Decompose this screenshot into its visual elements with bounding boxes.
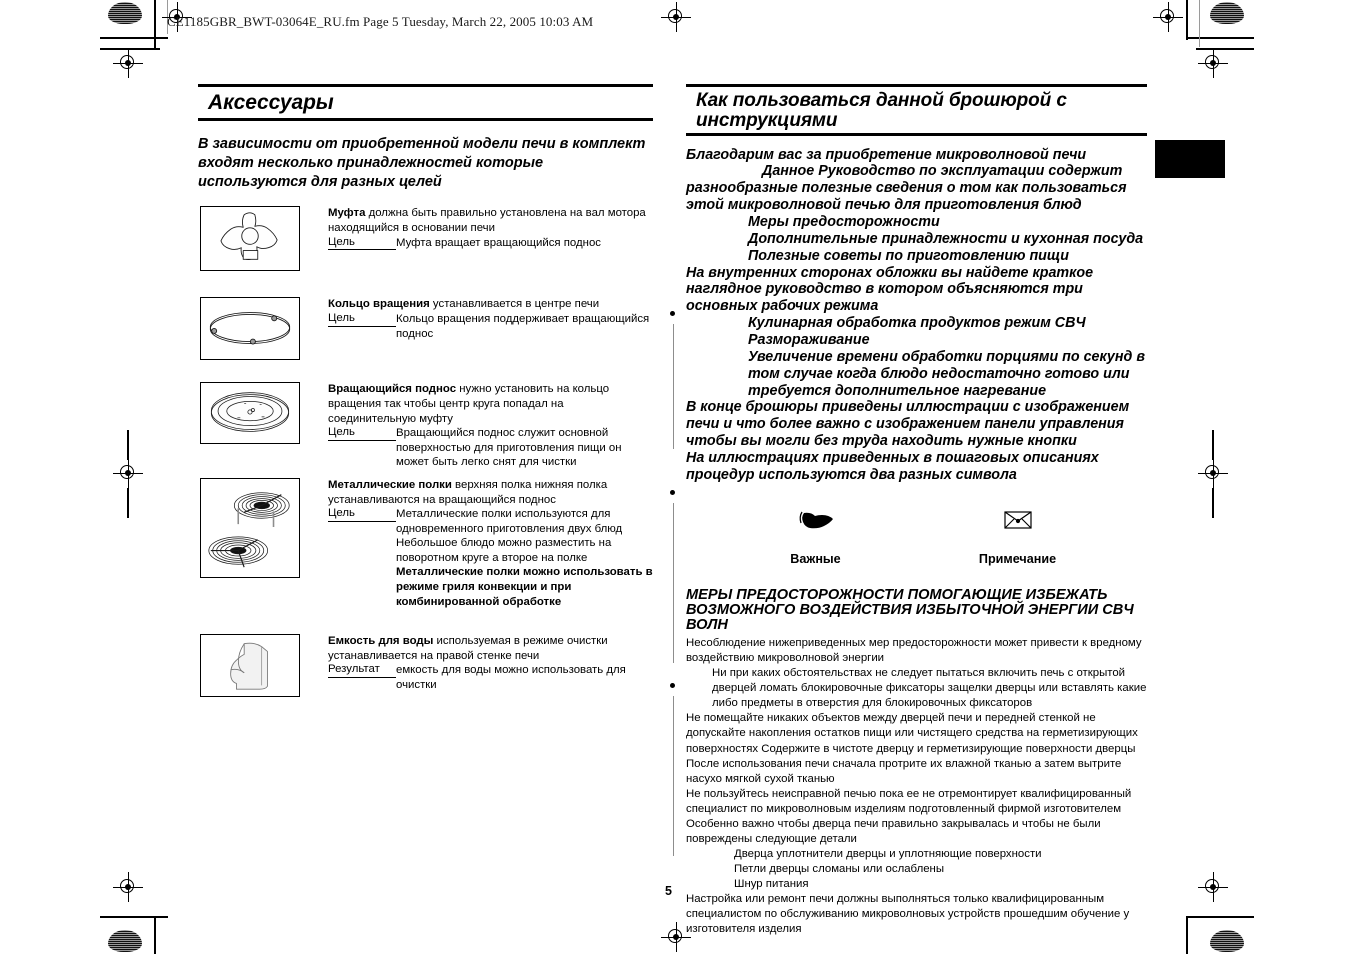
crop-mark-top-right-v: [1186, 0, 1188, 40]
accessory-text-coupler: [300, 206, 653, 250]
contents-item-2: Дополнительные принадлежности и кухонная посуда: [748, 230, 1144, 247]
accessory-desc-water-container: используемая в режиме очистки устанавливается на правой стенке печи: [328, 635, 608, 662]
accessory-text-rotation-ring: [300, 297, 653, 341]
mode-item-2: Размораживание: [748, 331, 870, 348]
left-title-rule-bottom: [198, 118, 653, 121]
crop-mark-left-middle-v: [127, 430, 129, 460]
turntable-figure: [200, 382, 300, 444]
accessory-text-water-container: [300, 634, 653, 692]
accessory-name-turntable: Вращающийся поднос: [328, 383, 457, 396]
crop-mark-bottom-right-h: [1186, 916, 1254, 918]
registration-target-top-center: [661, 2, 691, 32]
crop-mark-bottom-right-v: [1186, 916, 1188, 954]
page-title-accessories: Аксессуары: [208, 91, 334, 114]
right-title-rule-bottom: [686, 133, 1147, 136]
accessory-item-metal-racks: [198, 478, 653, 609]
accessories-intro-text: В зависимости от приобретенной модели печи в комплект входят несколько принадлежностей которые используются для разных целей: [198, 135, 646, 191]
water-container-figure: [200, 634, 300, 697]
accessory-desc-rotation-ring: устанавливается в центре печи: [429, 298, 600, 311]
registration-target-right-lower: [1198, 872, 1228, 902]
caution-item-4: Особенно важно чтобы дверца печи правильно закрывалась и чтобы не были повреждены следующие детали: [686, 817, 1101, 845]
spacer-3: [198, 470, 653, 478]
accessory-item-coupler: [198, 206, 653, 271]
gutter-bullet-1: [670, 311, 675, 316]
spacer-4: [198, 609, 653, 634]
accessory-name-coupler: Муфта: [328, 207, 366, 220]
crop-mark-bottom-left-h: [100, 916, 168, 918]
caution-closing: Настройка или ремонт печи должны выполняться только квалифицированным специалистом по обслуживанию микроволновых устройств прошедшим обучение у изготовителя изделия: [686, 893, 1130, 936]
contents-item-1: Меры предосторожности: [748, 213, 940, 230]
registration-target-left-upper: [113, 48, 143, 78]
caution-subitem-3: Шнур питания: [734, 877, 809, 890]
gutter-rule-1: [673, 324, 674, 449]
registration-target-right-middle: [1198, 458, 1228, 488]
accessory-purpose-text-water-container: емкость для воды можно использовать для очистки: [396, 664, 626, 692]
crop-mark-right-middle-v2: [1212, 488, 1214, 518]
accessory-purpose-label-rotation-ring: Цель: [328, 312, 396, 327]
accessory-text-turntable: [300, 382, 653, 470]
symbols-paragraph: На иллюстрациях приведенных в пошаговых описаниях процедур используются два разных символа: [686, 449, 1099, 483]
accessory-item-turntable: [198, 382, 653, 470]
symbol-note-label: Примечание: [978, 551, 1057, 566]
accessory-desc-coupler: должна быть правильно установлена на вал мотора находящийся в основании печи: [328, 207, 646, 234]
mode-item-1: Кулинарная обработка продуктов режим СВЧ: [748, 315, 1086, 332]
crop-mark-top-left-v: [154, 0, 156, 48]
document-filename-header: CE1185GBR_BWT-03064E_RU.fm Page 5 Tuesday, March 22, 2005 10:03 AM: [167, 14, 594, 29]
crop-mark-bottom-left-v: [154, 916, 156, 954]
caution-item-3: Не пользуйтесь неисправной печью пока ее не отремонтирует квалифицированный специалист по микроволновым изделиям подготовленный фирмой изготовителем: [686, 787, 1132, 815]
gutter-rule-2: [673, 503, 674, 663]
spacer-2: [198, 360, 653, 382]
inside-cover-paragraph: На внутренних сторонах обложки вы найдете краткое наглядное руководство в котором объясняются три основных рабочих режима: [686, 264, 1094, 315]
left-column: [198, 84, 653, 697]
envelope-icon: [963, 506, 1073, 534]
manual-description-paragraph: Данное Руководство по эксплуатации содержит разнообразные полезные сведения о том как пользоваться этой микроволновой печью для приготовления блюд: [686, 163, 1127, 214]
right-column: [686, 84, 1147, 937]
accessory-purpose-text-metal-racks: Металлические полки используются для одновременного приготовления двух блюд Небольшое блюдо можно разместить на поворотном круге а второе на полке: [396, 508, 623, 564]
crop-guide-top-right: [1199, 0, 1200, 47]
accessory-purpose-text-coupler: Муфта вращает вращающийся поднос: [396, 236, 601, 249]
registration-target-top-right: [1153, 2, 1183, 32]
accessory-desc-metal-racks: верхняя полка нижняя полка устанавливаются на вращающийся поднос: [328, 478, 608, 506]
caution-body: [686, 636, 1147, 937]
thumb-index-tab: [1155, 140, 1225, 178]
symbol-legend: [686, 506, 1147, 566]
contents-item-3: Полезные советы по приготовлению пищи: [748, 247, 1070, 264]
color-registration-blob-top-right: [1210, 2, 1244, 24]
accessory-text-metal-racks: [300, 478, 653, 609]
symbol-important: [761, 506, 871, 566]
mode-item-3: Увеличение времени обработки порциями по секунд в том случае когда блюдо недостаточно готово или требуется дополнительное нагревание: [748, 348, 1145, 399]
accessory-item-water-container: [198, 634, 653, 697]
registration-target-right-upper: [1198, 48, 1228, 78]
accessories-list: [198, 206, 653, 697]
color-registration-blob-top-left: [108, 2, 142, 24]
coupler-figure: [200, 206, 300, 271]
crop-mark-top-left-h: [100, 37, 168, 39]
crop-mark-left-middle-v2: [127, 488, 129, 518]
accessory-desc-turntable: нужно установить на кольцо вращения так чтобы центр круга попадал на соединительную муфту: [328, 383, 610, 425]
gutter-bullet-2: [670, 490, 675, 495]
caution-subitem-2: Петли дверцы сломаны или ослаблены: [734, 862, 945, 875]
accessory-purpose-text-rotation-ring: Кольцо вращения поддерживает вращающийся поднос: [396, 312, 650, 340]
color-registration-blob-bottom-right: [1210, 930, 1244, 952]
gutter-rule-3: [673, 696, 674, 856]
color-registration-blob-bottom-left: [108, 930, 142, 952]
gutter-bullet-3: [670, 683, 675, 688]
accessory-name-metal-racks: Металлические полки: [328, 478, 452, 491]
accessory-item-rotation-ring: [198, 297, 653, 360]
metal-racks-figure: [200, 478, 300, 578]
thanks-paragraph: Благодарим вас за приобретение микроволновой печи: [686, 146, 1087, 163]
illustrations-paragraph: В конце брошюры приведены иллюстрации с изображением печи и что более важно с изображением панели управления чтобы вы могли без труда находить нужные кнопки: [686, 399, 1130, 450]
registration-target-left-lower: [113, 872, 143, 902]
caution-intro: Несоблюдение нижеприведенных мер предосторожности может привести к вредному воздействию микроволновой энергии: [686, 637, 1142, 665]
accessory-purpose-text-turntable: Вращающийся поднос служит основной поверхностью для приготовления пищи он может быть легко снят для чистки: [396, 427, 622, 469]
accessory-name-water-container: Емкость для воды: [328, 635, 434, 648]
caution-item-2: Не помещайте никаких объектов между дверцей печи и передней стенкой не допускайте накопления остатков пищи или чистящего средства на герметизирующих поверхностях Содержите в чистоте дверцу и герметизирующие поверхности дверцы После использования печи сначала протрите их влажной тканью а затем вытрите насухо мягкой сухой тканью: [686, 712, 1138, 785]
accessory-purpose-label-coupler: Цель: [328, 236, 396, 251]
accessory-purpose-label-metal-racks: Цель: [328, 507, 396, 522]
symbol-important-label: Важные: [790, 551, 841, 566]
caution-item-1: Ни при каких обстоятельствах не следует пытаться включить печь с открытой дверцей ломать блокировочные фиксаторы защелки дверцы или вставлять какие либо предметы в отверстия для блокировочных фиксаторов: [712, 667, 1147, 710]
pointing-hand-icon: [761, 506, 871, 534]
accessory-purpose-note-metal-racks: Металлические полки можно использовать в режиме гриля конвекции и при комбинированной обработке: [396, 566, 653, 608]
rotation-ring-figure: [200, 297, 300, 360]
caution-heading: МЕРЫ ПРЕДОСТОРОЖНОСТИ ПОМОГАЮЩИЕ ИЗБЕЖАТЬ ВОЗМОЖНОГО ВОЗДЕЙСТВИЯ ИЗБЫТОЧНОЙ ЭНЕРГИИ СВЧ ВОЛН: [686, 586, 1134, 634]
crop-mark-top-right-h: [1186, 37, 1254, 39]
page-number: 5: [665, 884, 672, 898]
registration-target-left-middle: [113, 458, 143, 488]
spacer-1: [198, 271, 653, 297]
accessory-name-rotation-ring: Кольцо вращения: [328, 298, 430, 311]
caution-subitem-1: Дверца уплотнители дверцы и уплотняющие поверхности: [734, 847, 1042, 860]
symbol-note: [963, 506, 1073, 566]
accessory-purpose-label-turntable: Цель: [328, 426, 396, 441]
page-title-how-to-use: Как пользоваться данной брошюрой с инструкциями: [696, 90, 1067, 131]
accessory-purpose-label-water-container: Результат: [328, 663, 396, 678]
crop-mark-right-middle-v: [1212, 430, 1214, 460]
